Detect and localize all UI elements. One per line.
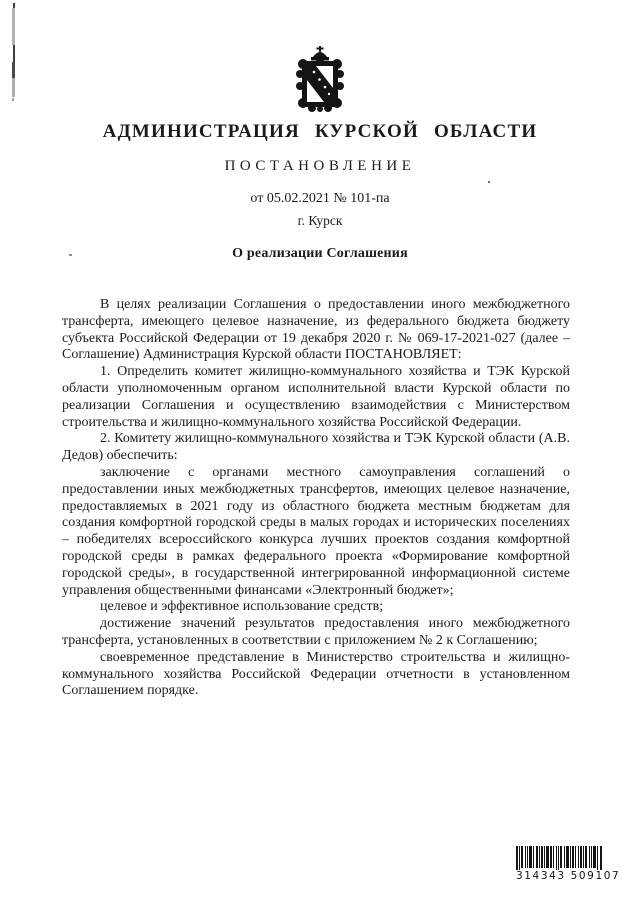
- scan-artifact-line: [12, 62, 15, 78]
- body-paragraph: достижение значений результатов предоставления иного межбюджетного трансферта, установленных в соответствии с приложением № 2 к Соглашению;: [62, 616, 570, 648]
- body-paragraph: заключение с органами местного самоуправления соглашений о предоставлении иных межбюджетных трансфертов, имеющих целевое назначение, предоставляемых в 2021 году из областного бюджета местным бюджетам для создания комфортной городской среды в малых городах и исторических поселениях – победителях всероссийского конкурса лучших проектов создания комфортной городской среды в рамках федерального проекта «Формирование комфортной городской среды», в государственной интегрированной информационной системе управления общественными финансами «Электронный бюджет»;: [62, 464, 570, 598]
- body-paragraph: своевременное представление в Министерство строительства и жилищно-коммунального хозяйства Российской Федерации отчетности в установленном Соглашением порядке.: [62, 649, 570, 699]
- body-paragraph: 2. Комитету жилищно-коммунального хозяйства и ТЭК Курской области (А.В. Дедов) обеспечить:: [62, 431, 570, 464]
- scan-artifact-speck: [488, 181, 490, 183]
- barcode: [516, 846, 621, 882]
- scan-artifact-line: [12, 8, 15, 45]
- barcode-number: 314343 509107: [516, 870, 621, 882]
- coat-of-arms-icon: [292, 46, 348, 112]
- doc-title: О реализации Соглашения: [232, 246, 408, 261]
- doc-place: г. Курск: [297, 213, 343, 228]
- barcode-bar: [600, 846, 602, 870]
- scan-artifact-line: [12, 78, 15, 97]
- scan-artifact-speck: [12, 98, 14, 101]
- doc-type: ПОСТАНОВЛЕНИЕ: [224, 158, 416, 174]
- document-body: [62, 297, 570, 700]
- org-name: АДМИНИСТРАЦИЯ КУРСКОЙ ОБЛАСТИ: [102, 121, 538, 142]
- body-paragraph: В целях реализации Соглашения о предоставлении иного межбюджетного трансферта, имеющего целевое назначение, из федерального бюджета бюджету субъекта Российской Федерации от 19 декабря 2020 г. № 069-17-2021-027 (далее – Соглашение) Администрация Курской области ПОСТАНОВЛЯЕТ:: [62, 297, 570, 363]
- body-paragraph: 1. Определить комитет жилищно-коммунального хозяйства и ТЭК Курской области уполномоченным органом исполнительной власти Курской области по реализации Соглашения и осуществлению взаимодействия с Министерством строительства и жилищно-коммунального хозяйства Российской Федерации.: [62, 364, 570, 430]
- barcode-bars: [516, 846, 604, 870]
- body-paragraph: целевое и эффективное использование средств;: [100, 599, 384, 615]
- doc-date-number: от 05.02.2021 № 101-па: [250, 191, 390, 206]
